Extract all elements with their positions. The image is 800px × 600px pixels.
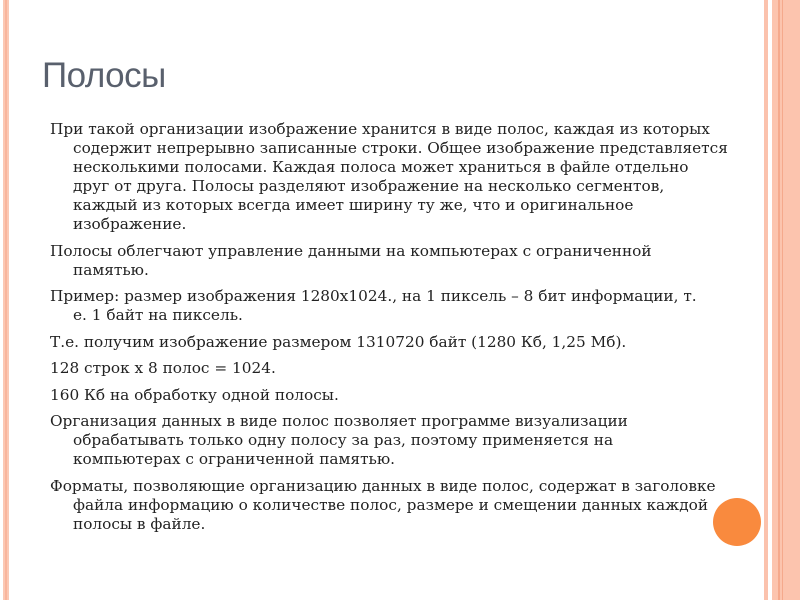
paragraph-line: несколькими полосами. Каждая полоса может храниться в файле отдельно: [73, 158, 689, 176]
slide-body: [50, 120, 728, 541]
paragraph: [50, 359, 728, 378]
paragraph: [50, 333, 728, 352]
paragraph-line: обрабатывать только одну полосу за раз, поэтому применяется на: [73, 431, 614, 449]
paragraph-line: содержит непрерывно записанные строки. Общее изображение представляется: [73, 139, 728, 157]
paragraph: [50, 120, 728, 234]
right-border-line: [782, 0, 783, 600]
right-border-band: [772, 0, 800, 600]
right-border-stripe: [764, 0, 768, 600]
paragraph-line: изображение.: [73, 215, 187, 233]
paragraph: [50, 242, 728, 280]
paragraph-line: полосы в файле.: [73, 514, 206, 533]
paragraph-line: 160 Кб на обработку одной полосы.: [50, 385, 339, 404]
paragraph-line: 128 строк х 8 полос = 1024.: [50, 359, 276, 377]
paragraph: [50, 412, 728, 469]
paragraph-line: Пример: размер изображения 1280x1024., на 1 пиксель – 8 бит информации, т.: [50, 287, 697, 305]
right-border-line: [778, 0, 780, 600]
left-border-line: [5, 0, 7, 600]
paragraph-line: друг от друга. Полосы разделяют изображение на несколько сегментов,: [73, 177, 665, 195]
paragraph: [50, 386, 728, 405]
paragraph-line: Форматы, позволяющие организацию данных в виде полос, содержат в заголовке: [50, 476, 716, 495]
paragraph-line: файла информацию о количестве полос, размере и смещении данных каждой: [73, 495, 709, 514]
decorative-circle: [713, 498, 761, 546]
paragraph-line: Организация данных в виде полос позволяет программе визуализации: [50, 412, 628, 430]
paragraph: [50, 287, 728, 325]
slide-title: Полосы: [42, 56, 166, 95]
paragraph-line: Т.е. получим изображение размером 1310720 байт (1280 Кб, 1,25 Мб).: [50, 332, 627, 351]
paragraph-line: компьютерах с ограниченной памятью.: [73, 450, 396, 468]
paragraph: [50, 477, 728, 534]
paragraph-line: Полосы облегчают управление данными на компьютерах с ограниченной: [50, 241, 652, 260]
paragraph-line: е. 1 байт на пиксель.: [73, 306, 243, 324]
paragraph-line: При такой организации изображение хранится в виде полос, каждая из которых: [50, 120, 710, 138]
paragraph-line: памятью.: [73, 260, 149, 279]
paragraph-line: каждый из которых всегда имеет ширину ту же, что и оригинальное: [73, 196, 634, 214]
